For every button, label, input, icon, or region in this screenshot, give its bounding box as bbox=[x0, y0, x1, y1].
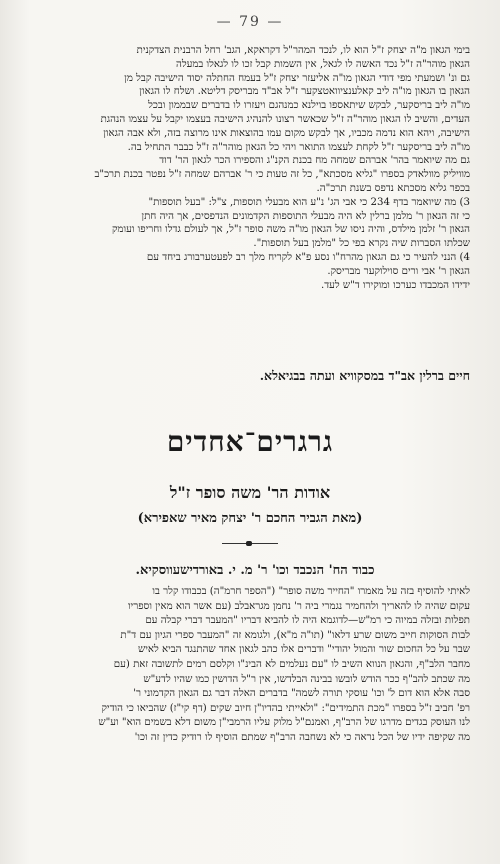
text-line: לאיתי להוסיף בזה על מאמרו "החייר משה סופר" ("הספר חרמ"ה) בכבודו קלר בו bbox=[152, 586, 470, 597]
text-line: הישיבה, ויהא הוא נדמה מכביו, אך לבקש מקום עמו בהוצאות אינו מרוצה בזה, ולא אבה הגאון bbox=[103, 127, 470, 139]
text-line: מו"ה ליב בריסקער, לבקש שיתאספו בוילנא כמנהגם ויעזרו לו בדברים שבממון ובכל bbox=[148, 100, 470, 112]
text-line: מחבר הלב"ף, והגאון הנווא השיב לו "עם נעלמים לא הבינ"ו וקלסם רמים לתשובה זאת (עם bbox=[113, 658, 470, 670]
text-line: לבות הסוקות חייב משום שרע דלאו" (תו"ה מ"א), ולגומא זה "המעבר ספרי הגיון עם ד"ת bbox=[120, 629, 470, 641]
text-line: הגאון ר' אבי ורים סוילוקער מבריסק. bbox=[327, 265, 470, 277]
text-line: כי זה הגאון ר' מלמן ברלין לא היה מבעלי התוספות הקדמונים הנדפסים, אך היה חתן bbox=[141, 210, 470, 222]
text-line: מה שקיפה ידיו של הכל נראה כי לא נשחבה הרב"ף שמתם הוסיף לו רודיק כדין זה וכו' bbox=[134, 731, 470, 743]
text-line: מוויליק מוולאדק בספרו "גליא מסכתא", כל זה טעות כי ר' אברהם שמחה ז"ל נפטר בכנת תרכ"ב bbox=[94, 169, 470, 181]
text-line: מה שכתב להב"ף ככר הודש לובשו בבינה הבלדשו, אין ר"ל הדושין כמו שהיו לדע"ש bbox=[143, 673, 470, 685]
text-line: לנו העוסק בגדים מדרגו של הרב"ף, ואמנם"ל מלוק עליו הרמבי"ן משום דלא בשמים הוא" וע"ש bbox=[98, 717, 470, 729]
article-byline: (מאת הגביר החכם ר' יצחק מאיר שאפירא) bbox=[137, 511, 363, 526]
text-line: ידידו המכבדו כערכו ומוקירו ד"ש לעד. bbox=[320, 279, 470, 291]
text-line: תפלות ובזלה במיוה כי רמ"ש—לדוגמא היה לו להביא דבריו "המעבר דברי קבלה עם bbox=[145, 615, 470, 627]
article-greeting: כבוד הח' הנכבד וכו' ר' מ. י. באורדישעווסקיא. bbox=[135, 563, 375, 578]
text-line: שבר על כל החכום שור והמול יהודי" ודברים אלו כהב לגאון אחד שהתנגד הביא לאיש bbox=[137, 644, 470, 656]
text-line: בימי הגאון מ"ה יצחק ז"ל הוא לו, לנכד המהר"ל דקראקא, הגב' רחל הרבנית הצדקנית bbox=[136, 45, 470, 56]
article-subtitle: אודות הר' משה סופר ז"ל bbox=[169, 483, 331, 502]
text-line: הגאון ר' זלמן מילדס, והיה ניסו של הגאון מו"ה משה סופר ז"ל, אך לעולם גדלו וחריפו ועומק bbox=[111, 224, 470, 236]
text-line: העדים, והשיב לו הגאון מוהר"ה ז"ל שכאשר רצונו להנהיג הישיבה בעצמו יקבל על עצמו הנהגת bbox=[100, 113, 470, 125]
text-line: הגאון בו הגאון מו"ה ליב קאלענציוואטצקער ז"ל אב"ד מבריסק דליטא. ושלח לו הגאון bbox=[139, 86, 470, 98]
text-line: 3) מה שיואמר בדף 234 כי אבי הג' נ"ע הוא מבעלי תוספות, צ"ל: "בעל תוספות" bbox=[148, 196, 470, 208]
text-line: מו"ה ליב בריסקער ז"ל לקחת לעצמו התואר ויהי כל הגאון מוהר"ה ז"ל כבבר התחיל בה. bbox=[127, 141, 470, 153]
text-line: רפ' חביב ז"ל בספרו "מכת התמידים": "ולאייתי בהדיו"ן חיוב שקים (דף קי"ז) שהביאו כי הודיק bbox=[101, 702, 470, 714]
text-line: הגאון מוהר"ה ז"ל נכד האשה לו לגאל, אין השמות קבל זכו לו לגאלו במעלה bbox=[175, 58, 470, 70]
text-line: גם ונ' ושמעתי מפי דודי הגאון מו"ה אליעזר יצחק ז"ל בעמח החתלה יסוד הישיבה קבל מן bbox=[124, 72, 470, 84]
section-divider bbox=[222, 543, 278, 544]
text-line: שכלתו הסברות שיה נקרא בפי כל "מלמן בעל תוספות". bbox=[253, 238, 470, 250]
text-line: סבה אלא הוא דום ל' וכו' עוסקי תורה לשמה" בדברים האלה דבר גם הגאון הקדמוני ר' bbox=[133, 688, 470, 700]
letter-body bbox=[40, 44, 470, 292]
text-line: גם מה שיואמר בהר' אברהם שמחה מח בכנת הקנ"ג והספירו הכר לגאון הר' דוד bbox=[159, 155, 470, 167]
article-body bbox=[40, 585, 470, 746]
text-line: 4) הנני להעיר כי גם הגאון מהרח"ו נסע פ"א לקריח מלך רב לפעטערבורג ביחד עם bbox=[146, 251, 470, 263]
article-title: גרגרים־אחדים bbox=[166, 425, 334, 458]
signature: חיים ברלין אב"ד במסקוויא ועתה בבגיאלא. bbox=[259, 368, 470, 383]
text-line: עקום שהיה לו להאריך ולהחמיר נגמרי ביה ר' נחמן מגראבלב (עם אשר הוא מאין וספריו bbox=[127, 600, 470, 612]
text-line: בכפר גליא מסכתא נדפס בשנת תרכ"ה. bbox=[316, 182, 470, 194]
page-number: — 79 — bbox=[216, 14, 284, 30]
